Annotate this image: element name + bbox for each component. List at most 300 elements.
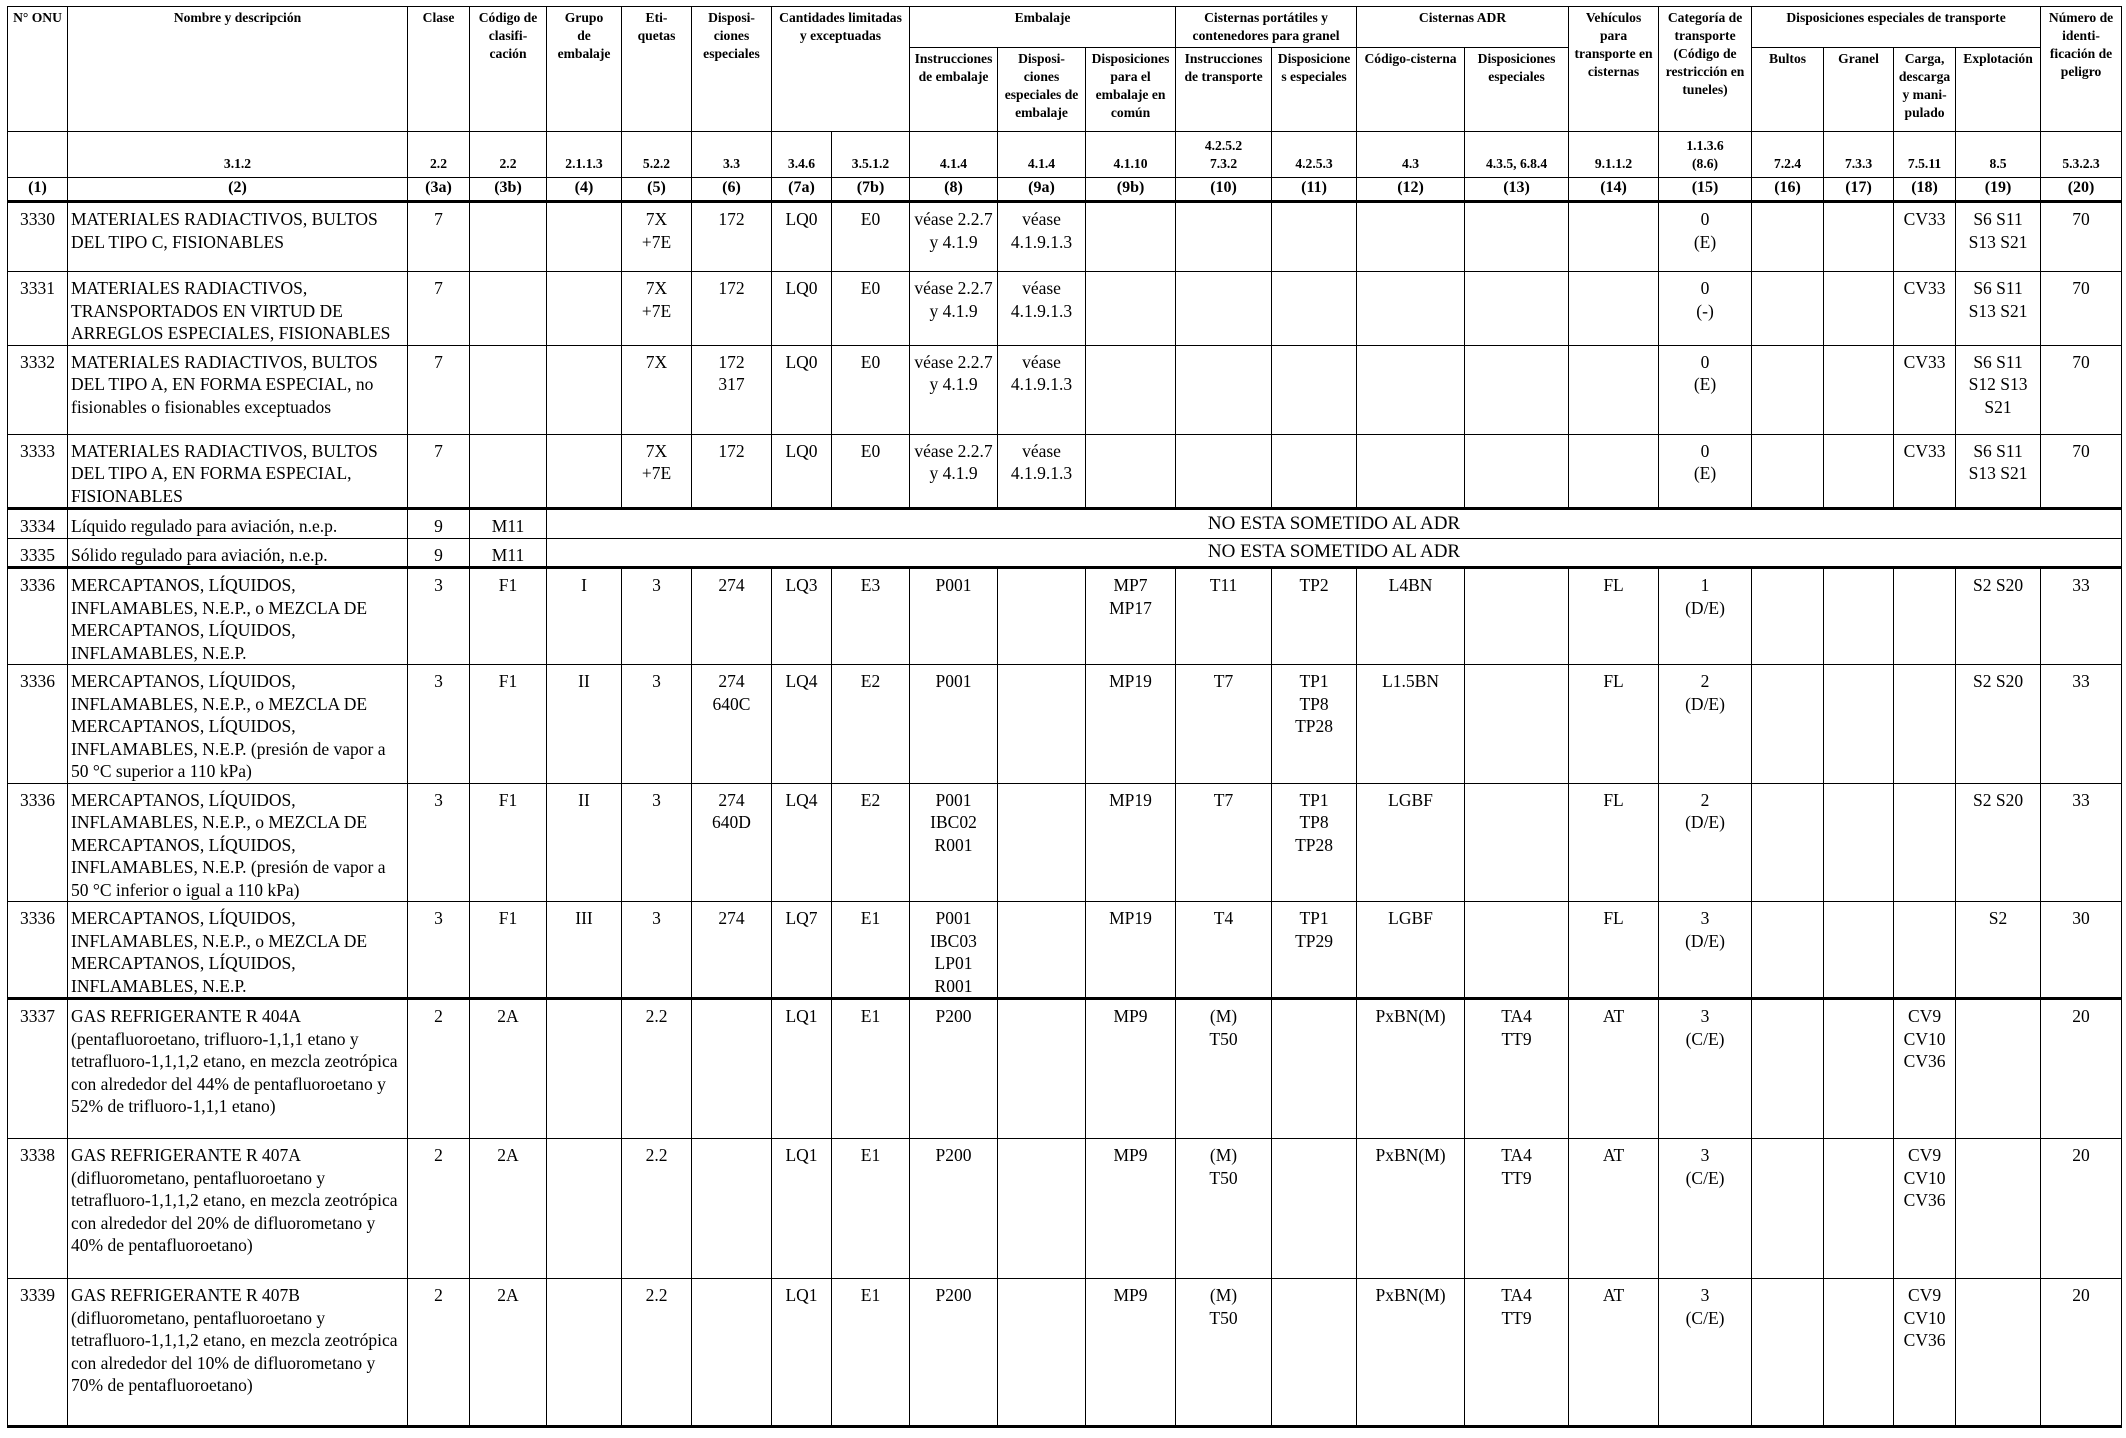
cell-col-16 <box>1752 272 1824 346</box>
header-disp-comun: Disposiciones para el embalaje en común <box>1086 48 1176 132</box>
cell-col-18 <box>1894 665 1956 784</box>
cell-col-9b: MP19 <box>1086 665 1176 784</box>
substance-description: GAS REFRIGERANTE R 407A (difluorometano, pentafluoroetano y tetrafluoro-1,1,1,2 etano, en mezcla zeotrópica con alrededor del 20% de difluorometano y 40% de pentafluoroetano) <box>68 1139 408 1279</box>
cell-col-19: S6 S11 S13 S21 <box>1956 272 2041 346</box>
cell-col-7b: E2 <box>832 665 910 784</box>
header-disposiciones: Disposi- ciones especiales <box>692 7 772 132</box>
cell-col-7a: LQ0 <box>772 434 832 509</box>
cell-col-11 <box>1272 202 1357 272</box>
reference-cell: 5.3.2.3 <box>2041 132 2122 178</box>
not-subject-to-adr-note: NO ESTA SOMETIDO AL ADR <box>547 509 2122 539</box>
cell-col-14 <box>1569 202 1659 272</box>
cell-col-12 <box>1357 272 1465 346</box>
cell-col-9a: véase 4.1.9.1.3 <box>998 345 1086 434</box>
column-number: (7a) <box>772 178 832 202</box>
cell-col-4 <box>547 345 622 434</box>
cell-col-9a: véase 4.1.9.1.3 <box>998 272 1086 346</box>
table-row <box>8 1279 2122 1427</box>
cell-col-7b: E1 <box>832 902 910 999</box>
cell-col-16 <box>1752 202 1824 272</box>
reference-cell: 2.1.1.3 <box>547 132 622 178</box>
cell-col-18: CV33 <box>1894 272 1956 346</box>
cell-col-4 <box>547 1279 622 1427</box>
header-inst-transporte: Instrucciones de transporte <box>1176 48 1272 132</box>
table-row <box>8 902 2122 999</box>
cell-col-3a: 2 <box>408 1139 470 1279</box>
header-clase: Clase <box>408 7 470 132</box>
cell-col-15: 3 (C/E) <box>1659 1279 1752 1427</box>
cell-col-10: T4 <box>1176 902 1272 999</box>
cell-col-3b: 2A <box>470 999 547 1139</box>
column-number: (17) <box>1824 178 1894 202</box>
cell-col-3a: 3 <box>408 665 470 784</box>
cell-col-18: CV33 <box>1894 345 1956 434</box>
cell-col-8: P001 <box>910 568 998 665</box>
cell-col-15: 0 (-) <box>1659 272 1752 346</box>
cell-col-9b: MP7 MP17 <box>1086 568 1176 665</box>
header-codigo-cisterna: Código-cisterna <box>1357 48 1465 132</box>
cell-col-9a <box>998 1139 1086 1279</box>
cell-col-19: S6 S11 S12 S13 S21 <box>1956 345 2041 434</box>
cell-col-7b: E2 <box>832 783 910 902</box>
column-number: (10) <box>1176 178 1272 202</box>
column-number: (11) <box>1272 178 1357 202</box>
cell-col-9b <box>1086 434 1176 509</box>
cell-col-13 <box>1465 434 1569 509</box>
table-row <box>8 509 2122 539</box>
cell-col-12: L4BN <box>1357 568 1465 665</box>
cell-col-16 <box>1752 568 1824 665</box>
substance-description: MERCAPTANOS, LÍQUIDOS, INFLAMABLES, N.E.P., o MEZCLA DE MERCAPTANOS, LÍQUIDOS, INFLAMABLES, N.E.P. (presión de vapor a 50 °C inferior o igual a 110 kPa) <box>68 783 408 902</box>
cell-col-8: véase 2.2.7 y 4.1.9 <box>910 202 998 272</box>
column-number: (14) <box>1569 178 1659 202</box>
header-cisternas-portatiles: Cisternas portátiles y contenedores para granel <box>1176 7 1357 48</box>
cell-col-14: FL <box>1569 902 1659 999</box>
cell-col-7a: LQ3 <box>772 568 832 665</box>
cell-col-4: II <box>547 783 622 902</box>
cell-col-9a <box>998 783 1086 902</box>
cell-col-7a: LQ0 <box>772 202 832 272</box>
cell-col-5: 7X +7E <box>622 434 692 509</box>
header-cantidades: Cantidades limitadas y exceptuadas <box>772 7 910 132</box>
reference-cell: 4.3.5, 6.8.4 <box>1465 132 1569 178</box>
cell-col-11: TP1 TP8 TP28 <box>1272 783 1357 902</box>
cell-col-3a: 7 <box>408 345 470 434</box>
un-number: 3338 <box>8 1139 68 1279</box>
cell-col-16 <box>1752 1279 1824 1427</box>
cell-col-16 <box>1752 999 1824 1139</box>
cell-col-19: S6 S11 S13 S21 <box>1956 202 2041 272</box>
column-number: (13) <box>1465 178 1569 202</box>
cell-col-20: 70 <box>2041 345 2122 434</box>
cell-col-7b: E0 <box>832 272 910 346</box>
un-number: 3336 <box>8 783 68 902</box>
cell-col-10: (M) T50 <box>1176 999 1272 1139</box>
cell-col-6 <box>692 999 772 1139</box>
reference-cell: 4.1.10 <box>1086 132 1176 178</box>
table-row <box>8 999 2122 1139</box>
header-categoria: Categoría de transporte (Código de restricción en tuneles) <box>1659 7 1752 132</box>
header-inst-embalaje: Instrucciones de embalaje <box>910 48 998 132</box>
substance-description: MATERIALES RADIACTIVOS, BULTOS DEL TIPO C, FISIONABLES <box>68 202 408 272</box>
cell-col-10: T7 <box>1176 665 1272 784</box>
cell-col-8: P200 <box>910 1279 998 1427</box>
cell-col-3b: F1 <box>470 902 547 999</box>
cell-col-7a: LQ1 <box>772 1139 832 1279</box>
cell-col-4 <box>547 1139 622 1279</box>
cell-col-18 <box>1894 783 1956 902</box>
substance-description: MERCAPTANOS, LÍQUIDOS, INFLAMABLES, N.E.P., o MEZCLA DE MERCAPTANOS, LÍQUIDOS, INFLAMABLES, N.E.P. <box>68 568 408 665</box>
substance-description: MERCAPTANOS, LÍQUIDOS, INFLAMABLES, N.E.P., o MEZCLA DE MERCAPTANOS, LÍQUIDOS, INFLAMABLES, N.E.P. (presión de vapor a 50 °C superior a 110 kPa) <box>68 665 408 784</box>
reference-cell: 4.2.5.2 7.3.2 <box>1176 132 1272 178</box>
cell-col-12 <box>1357 202 1465 272</box>
cell-col-19: S2 S20 <box>1956 783 2041 902</box>
cell-col-7a: LQ7 <box>772 902 832 999</box>
cell-col-10: T11 <box>1176 568 1272 665</box>
cell-col-20: 70 <box>2041 272 2122 346</box>
cell-col-10 <box>1176 202 1272 272</box>
column-number: (8) <box>910 178 998 202</box>
column-number: (5) <box>622 178 692 202</box>
not-subject-to-adr-note: NO ESTA SOMETIDO AL ADR <box>547 538 2122 568</box>
cell-col-6: 172 317 <box>692 345 772 434</box>
cell-col-15: 0 (E) <box>1659 202 1752 272</box>
cell-col-3b <box>470 272 547 346</box>
adr-dangerous-goods-table <box>7 6 2122 1428</box>
cell-col-19 <box>1956 1279 2041 1427</box>
column-number: (18) <box>1894 178 1956 202</box>
column-number: (1) <box>8 178 68 202</box>
adr-table-page <box>7 6 2122 1428</box>
cell-col-6: 274 <box>692 902 772 999</box>
reference-cell: 7.2.4 <box>1752 132 1824 178</box>
cell-col-9b <box>1086 345 1176 434</box>
reference-cell <box>8 132 68 178</box>
cell-col-8: P200 <box>910 999 998 1139</box>
substance-description: Líquido regulado para aviación, n.e.p. <box>68 509 408 539</box>
cell-col-4 <box>547 999 622 1139</box>
cell-col-9b: MP9 <box>1086 999 1176 1139</box>
cell-col-11: TP1 TP29 <box>1272 902 1357 999</box>
cell-col-3a: 2 <box>408 1279 470 1427</box>
cell-col-7a: LQ0 <box>772 272 832 346</box>
cell-col-11 <box>1272 1139 1357 1279</box>
un-number: 3335 <box>8 538 68 568</box>
cell-col-4: I <box>547 568 622 665</box>
cell-col-12: PxBN(M) <box>1357 1139 1465 1279</box>
reference-cell: 2.2 <box>408 132 470 178</box>
column-number-row <box>8 178 2122 202</box>
cell-col-6: 274 640C <box>692 665 772 784</box>
cell-col-3b: M11 <box>470 538 547 568</box>
cell-col-13 <box>1465 568 1569 665</box>
cell-col-15: 2 (D/E) <box>1659 783 1752 902</box>
cell-col-12: PxBN(M) <box>1357 999 1465 1139</box>
cell-col-14: FL <box>1569 665 1659 784</box>
cell-col-18 <box>1894 902 1956 999</box>
cell-col-12: L1.5BN <box>1357 665 1465 784</box>
reference-row <box>8 132 2122 178</box>
header-granel: Granel <box>1824 48 1894 132</box>
cell-col-14: FL <box>1569 568 1659 665</box>
cell-col-3b <box>470 434 547 509</box>
header-grupo: Grupo de embalaje <box>547 7 622 132</box>
cell-col-11: TP1 TP8 TP28 <box>1272 665 1357 784</box>
cell-col-13 <box>1465 665 1569 784</box>
cell-col-6: 172 <box>692 202 772 272</box>
cell-col-10 <box>1176 434 1272 509</box>
cell-col-10: (M) T50 <box>1176 1139 1272 1279</box>
cell-col-14 <box>1569 345 1659 434</box>
cell-col-14 <box>1569 272 1659 346</box>
un-number: 3336 <box>8 665 68 784</box>
table-row <box>8 434 2122 509</box>
column-number: (2) <box>68 178 408 202</box>
cell-col-7b: E3 <box>832 568 910 665</box>
cell-col-17 <box>1824 568 1894 665</box>
cell-col-9a <box>998 1279 1086 1427</box>
column-number: (6) <box>692 178 772 202</box>
substance-description: Sólido regulado para aviación, n.e.p. <box>68 538 408 568</box>
header-carga: Carga, descarga y mani- pulado <box>1894 48 1956 132</box>
cell-col-20: 33 <box>2041 665 2122 784</box>
cell-col-14: AT <box>1569 999 1659 1139</box>
table-row <box>8 538 2122 568</box>
column-number: (16) <box>1752 178 1824 202</box>
cell-col-5: 2.2 <box>622 1139 692 1279</box>
cell-col-18: CV33 <box>1894 202 1956 272</box>
cell-col-15: 3 (C/E) <box>1659 1139 1752 1279</box>
cell-col-13 <box>1465 202 1569 272</box>
substance-description: MATERIALES RADIACTIVOS, BULTOS DEL TIPO A, EN FORMA ESPECIAL, no fisionables o fisionables exceptuados <box>68 345 408 434</box>
cell-col-17 <box>1824 1279 1894 1427</box>
cell-col-5: 2.2 <box>622 1279 692 1427</box>
column-number: (12) <box>1357 178 1465 202</box>
cell-col-4 <box>547 272 622 346</box>
cell-col-3b: 2A <box>470 1139 547 1279</box>
cell-col-4: II <box>547 665 622 784</box>
cell-col-7b: E0 <box>832 434 910 509</box>
cell-col-3a: 7 <box>408 434 470 509</box>
cell-col-9a <box>998 665 1086 784</box>
table-row <box>8 1139 2122 1279</box>
reference-cell: 7.3.3 <box>1824 132 1894 178</box>
header-onu: N° ONU <box>8 7 68 132</box>
header-codigo: Código de clasifi- cación <box>470 7 547 132</box>
cell-col-17 <box>1824 272 1894 346</box>
cell-col-17 <box>1824 665 1894 784</box>
column-number: (20) <box>2041 178 2122 202</box>
reference-cell: 3.5.1.2 <box>832 132 910 178</box>
cell-col-9a <box>998 999 1086 1139</box>
cell-col-3b <box>470 345 547 434</box>
cell-col-3a: 7 <box>408 202 470 272</box>
cell-col-12: LGBF <box>1357 783 1465 902</box>
table-row <box>8 783 2122 902</box>
cell-col-17 <box>1824 345 1894 434</box>
cell-col-20: 20 <box>2041 1139 2122 1279</box>
cell-col-9a <box>998 568 1086 665</box>
cell-col-16 <box>1752 902 1824 999</box>
cell-col-5: 3 <box>622 902 692 999</box>
cell-col-15: 1 (D/E) <box>1659 568 1752 665</box>
cell-col-7b: E0 <box>832 202 910 272</box>
cell-col-19 <box>1956 1139 2041 1279</box>
table-body <box>8 202 2122 1427</box>
un-number: 3339 <box>8 1279 68 1427</box>
substance-description: MERCAPTANOS, LÍQUIDOS, INFLAMABLES, N.E.P., o MEZCLA DE MERCAPTANOS, LÍQUIDOS, INFLAMABLES, N.E.P. <box>68 902 408 999</box>
cell-col-19: S2 S20 <box>1956 568 2041 665</box>
cell-col-4 <box>547 202 622 272</box>
column-number: (9b) <box>1086 178 1176 202</box>
cell-col-17 <box>1824 202 1894 272</box>
reference-cell: 4.1.4 <box>910 132 998 178</box>
cell-col-19: S6 S11 S13 S21 <box>1956 434 2041 509</box>
column-number: (7b) <box>832 178 910 202</box>
cell-col-11: TP2 <box>1272 568 1357 665</box>
header-disp-embalaje: Disposi- ciones especiales de embalaje <box>998 48 1086 132</box>
cell-col-6: 172 <box>692 434 772 509</box>
cell-col-12: PxBN(M) <box>1357 1279 1465 1427</box>
cell-col-4 <box>547 434 622 509</box>
cell-col-12: LGBF <box>1357 902 1465 999</box>
cell-col-18 <box>1894 568 1956 665</box>
cell-col-11 <box>1272 272 1357 346</box>
header-numero-peligro: Número de identi- ficación de peligro <box>2041 7 2122 132</box>
reference-cell: 8.5 <box>1956 132 2041 178</box>
un-number: 3336 <box>8 568 68 665</box>
column-number: (19) <box>1956 178 2041 202</box>
reference-cell: 4.3 <box>1357 132 1465 178</box>
header-nombre: Nombre y descripción <box>68 7 408 132</box>
cell-col-9b: MP9 <box>1086 1279 1176 1427</box>
table-row <box>8 202 2122 272</box>
cell-col-15: 0 (E) <box>1659 345 1752 434</box>
cell-col-3b: F1 <box>470 783 547 902</box>
column-number: (9a) <box>998 178 1086 202</box>
cell-col-18: CV9 CV10 CV36 <box>1894 999 1956 1139</box>
reference-cell: 3.1.2 <box>68 132 408 178</box>
cell-col-15: 3 (C/E) <box>1659 999 1752 1139</box>
header-bultos: Bultos <box>1752 48 1824 132</box>
cell-col-7b: E1 <box>832 1279 910 1427</box>
substance-description: GAS REFRIGERANTE R 407B (difluorometano, pentafluoroetano y tetrafluoro-1,1,1,2 etano, en mezcla zeotrópica con alrededor del 10% de difluorometano y 70% de pentafluoroetano) <box>68 1279 408 1427</box>
cell-col-3a: 3 <box>408 568 470 665</box>
column-number: (3b) <box>470 178 547 202</box>
cell-col-11 <box>1272 345 1357 434</box>
header-disp-transporte: Disposiciones especiales de transporte <box>1752 7 2041 48</box>
cell-col-13: TA4 TT9 <box>1465 999 1569 1139</box>
cell-col-6 <box>692 1279 772 1427</box>
column-number: (15) <box>1659 178 1752 202</box>
column-number: (4) <box>547 178 622 202</box>
cell-col-5: 7X +7E <box>622 202 692 272</box>
reference-cell: 5.2.2 <box>622 132 692 178</box>
cell-col-16 <box>1752 665 1824 784</box>
table-row <box>8 665 2122 784</box>
cell-col-13 <box>1465 902 1569 999</box>
un-number: 3336 <box>8 902 68 999</box>
cell-col-9a: véase 4.1.9.1.3 <box>998 202 1086 272</box>
cell-col-11 <box>1272 434 1357 509</box>
reference-cell: 4.1.4 <box>998 132 1086 178</box>
cell-col-3b: 2A <box>470 1279 547 1427</box>
cell-col-9b <box>1086 272 1176 346</box>
cell-col-12 <box>1357 345 1465 434</box>
substance-description: MATERIALES RADIACTIVOS, TRANSPORTADOS EN VIRTUD DE ARREGLOS ESPECIALES, FISIONABLES <box>68 272 408 346</box>
cell-col-7a: LQ1 <box>772 1279 832 1427</box>
reference-cell: 3.4.6 <box>772 132 832 178</box>
cell-col-4: III <box>547 902 622 999</box>
cell-col-7a: LQ4 <box>772 665 832 784</box>
cell-col-3b: F1 <box>470 665 547 784</box>
cell-col-19: S2 S20 <box>1956 665 2041 784</box>
header-embalaje: Embalaje <box>910 7 1176 48</box>
header-disp-cisternas: Disposicione s especiales <box>1272 48 1357 132</box>
cell-col-13 <box>1465 345 1569 434</box>
cell-col-18: CV9 CV10 CV36 <box>1894 1279 1956 1427</box>
cell-col-11 <box>1272 1279 1357 1427</box>
cell-col-3a: 3 <box>408 902 470 999</box>
table-header <box>8 7 2122 202</box>
cell-col-5: 2.2 <box>622 999 692 1139</box>
cell-col-9a <box>998 902 1086 999</box>
header-explotacion: Explotación <box>1956 48 2041 132</box>
substance-description: GAS REFRIGERANTE R 404A (pentafluoroetano, trifluoro-1,1,1 etano y tetrafluoro-1,1,1,2 etano, en mezcla zeotrópica con alrededor del 44% de pentafluoroetano y 52% de trifluoro-1,1,1 etano) <box>68 999 408 1139</box>
cell-col-19 <box>1956 999 2041 1139</box>
cell-col-20: 70 <box>2041 202 2122 272</box>
cell-col-7b: E1 <box>832 999 910 1139</box>
cell-col-5: 3 <box>622 665 692 784</box>
cell-col-17 <box>1824 783 1894 902</box>
cell-col-3a: 9 <box>408 509 470 539</box>
cell-col-9b: MP19 <box>1086 783 1176 902</box>
cell-col-5: 7X <box>622 345 692 434</box>
cell-col-10: T7 <box>1176 783 1272 902</box>
un-number: 3333 <box>8 434 68 509</box>
header-disp-adr: Disposiciones especiales <box>1465 48 1569 132</box>
un-number: 3332 <box>8 345 68 434</box>
cell-col-8: P001 <box>910 665 998 784</box>
cell-col-16 <box>1752 783 1824 902</box>
cell-col-18: CV33 <box>1894 434 1956 509</box>
cell-col-10: (M) T50 <box>1176 1279 1272 1427</box>
reference-cell: 2.2 <box>470 132 547 178</box>
cell-col-20: 30 <box>2041 902 2122 999</box>
cell-col-8: P001 IBC03 LP01 R001 <box>910 902 998 999</box>
cell-col-8: P200 <box>910 1139 998 1279</box>
cell-col-7b: E1 <box>832 1139 910 1279</box>
table-row <box>8 568 2122 665</box>
cell-col-3b <box>470 202 547 272</box>
reference-cell: 4.2.5.3 <box>1272 132 1357 178</box>
cell-col-3b: M11 <box>470 509 547 539</box>
cell-col-15: 2 (D/E) <box>1659 665 1752 784</box>
cell-col-8: véase 2.2.7 y 4.1.9 <box>910 434 998 509</box>
un-number: 3330 <box>8 202 68 272</box>
cell-col-14: AT <box>1569 1279 1659 1427</box>
cell-col-18: CV9 CV10 CV36 <box>1894 1139 1956 1279</box>
cell-col-15: 0 (E) <box>1659 434 1752 509</box>
cell-col-20: 20 <box>2041 1279 2122 1427</box>
cell-col-9b: MP9 <box>1086 1139 1176 1279</box>
header-vehiculos: Vehículos para transporte en cisternas <box>1569 7 1659 132</box>
cell-col-17 <box>1824 434 1894 509</box>
reference-cell: 9.1.1.2 <box>1569 132 1659 178</box>
un-number: 3331 <box>8 272 68 346</box>
cell-col-17 <box>1824 999 1894 1139</box>
reference-cell: 1.1.3.6 (8.6) <box>1659 132 1752 178</box>
